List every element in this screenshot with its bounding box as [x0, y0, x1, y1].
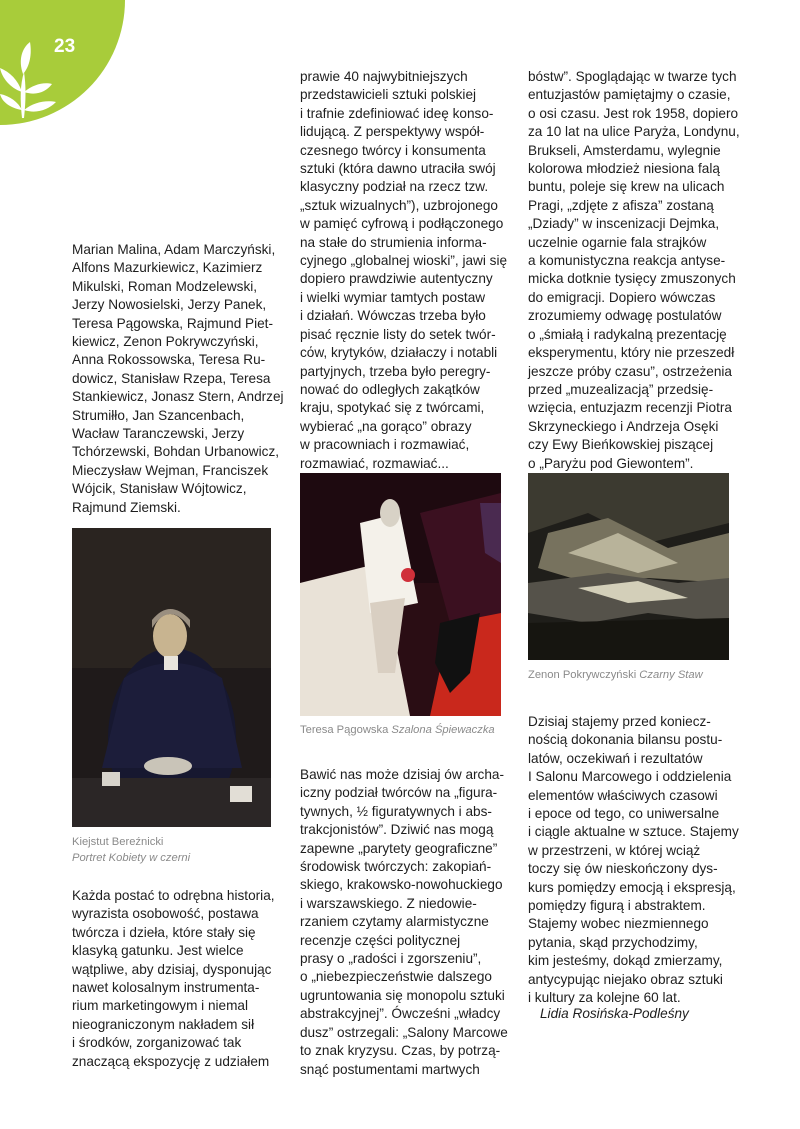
caption-singer-title: Szalona Śpiewaczka: [391, 724, 495, 736]
leaf-logo-icon: [0, 40, 60, 120]
caption-singer-artist: Teresa Pągowska: [300, 724, 389, 736]
singer-painting: [300, 473, 501, 716]
pond-painting: [528, 473, 729, 660]
caption-pond: [528, 667, 703, 683]
text-left-bottom: Każda postać to odrębna historia, wyrazista osobowość, postawa twórcza i dzieła, które stały się klasyką gatunku. Jest wielce wątpliwe, aby dzisiaj, dysponując nawet kolosalnym instrumenta- rium marketingowym i niemal nieograniczonym nakładem sił i środków, zorganizować tak znaczącą ekspozycję z udziałem: [72, 888, 275, 1069]
portrait-painting: [72, 528, 271, 827]
caption-portrait: [72, 834, 190, 866]
caption-pond-artist: Zenon Pokrywczyński: [528, 669, 637, 681]
caption-portrait-artist: Kiejstut Bereźnicki: [72, 836, 164, 848]
caption-singer: [300, 722, 495, 738]
text-right-bottom: Dzisiaj stajemy przed koniecz- nością dokonania bilansu postu- latów, oczekiwań i rezultatów I Salonu Marcowego i oddzielenia elementów właściwych czasowi i epoce od tego, co uniwersalne i ciągle aktualne w sztuce. Stajemy w przestrzeni, w której wciąż toczy się ów nieskończony dys- kurs pomiędzy emocją i ekspresją, pomiędzy figurą i abstraktem. Stajemy wobec niezmiennego pytania, skąd przychodzimy, kim jesteśmy, dokąd zmierzamy, antycypując niejako obraz sztuki i kultury za kolejne 60 lat.: [528, 714, 739, 1006]
text-middle-top: prawie 40 najwybitniejszych przedstawicieli sztuki polskiej i trafnie zdefiniować ideę konso- lidującą. Z perspektywy współ- czesnego twórcy i konsumenta sztuki (która dawno utraciła swój klasyczny podział na rzecz tzw. „sztuk wizualnych”), uzbrojonego w pamięć cyfrową i podłączonego na stałe do strumienia informa- cyjnego „globalnej wioski”, jawi się dopiero prawdziwie autentyczny i wielki wymiar tamtych postaw i działań. Wówczas trzeba było pisać ręcznie listy do setek twór- cόw, krytyków, działaczy i notabli partyjnych, trzeba było peregry- nować do odległych zakątków kraju, spotykać się z twórcami, wybierać „na gorąco” obrazy w pracowniach i rozmawiać, rozmawiać, rozmawiać...: [300, 69, 508, 471]
caption-pond-title: Czarny Staw: [639, 669, 703, 681]
page-number: 23: [54, 36, 76, 57]
text-middle-bottom: Bawić nas może dzisiaj ów archa- iczny podział twórców na „figura- tywnych, ½ figuratywnych i abs- trakcjonistów”. Dziwić nas mogą zapewne „parytety geograficzne” środowisk twórczych: zakopiań- skiego, krakowsko-nowohuckiego i warszawskiego. Z niedowie- rzaniem czytamy alarmistyczne recenzje części politycznej prasy o „radości i zgorszeniu”, o „niebezpieczeństwie dalszego ugruntowania się monopolu sztuki abstrakcyjnej”. Ówcześni „władcy dusz” ostrzegali: „Salony Marcowe to znak kryzysu. Czas, by potrzą- snąć postumentami martwych: [300, 767, 508, 1077]
author-signature: Lidia Rosińska-Podleśny: [540, 1006, 689, 1021]
caption-portrait-title: Portret Kobiety w czerni: [72, 852, 191, 864]
text-left-top: Marian Malina, Adam Marczyński, Alfons Mazurkiewicz, Kazimierz Mikulski, Roman Modzelewski, Jerzy Nowosielski, Jerzy Panek, Teresa Pągowska, Rajmund Piet- kiewicz, Zenon Pokrywczyński, Anna Rokossowska, Teresa Ru- dowicz, Stanisław Rzepa, Teresa Stankiewicz, Jonasz Stern, Andrzej Strumiłło, Jan Szancenbach, Wacław Taranczewski, Jerzy Tchórzewski, Bohdan Urbanowicz, Mieczysław Wejman, Franciszek Wójcik, Stanisław Wójtowicz, Rajmund Ziemski.: [72, 242, 284, 515]
text-right-top: bóstw”. Spoglądając w twarze tych entuzjastów pamiętajmy o czasie, o osi czasu. Jest rok 1958, dopiero za 10 lat na ulice Paryża, Londynu, Brukseli, Amsterdamu, wylegnie kolorowa młodzież niesiona falą buntu, poleje się krew na ulicach Pragi, „zdjęte z afisza” zostaną „Dziady” w inscenizacji Dejmka, uczelnie ogarnie fala strajków a komunistyczna reakcja antyse- micka dotknie tysięcy zmuszonych do emigracji. Dopiero wówczas zrozumiemy odwagę postulatów o „śmiałą i radykalną prezentację eksperymentu, który nie przeszedł jeszcze próby czasu”, ostrzeżenia przed „muzealizacją” przedsię- wzięcia, entuzjazm recenzji Piotra Skrzyneckiego i Andrzeja Osęki czy Ewy Bieńkowskiej piszącej o „Paryżu pod Giewontem”.: [528, 69, 740, 471]
